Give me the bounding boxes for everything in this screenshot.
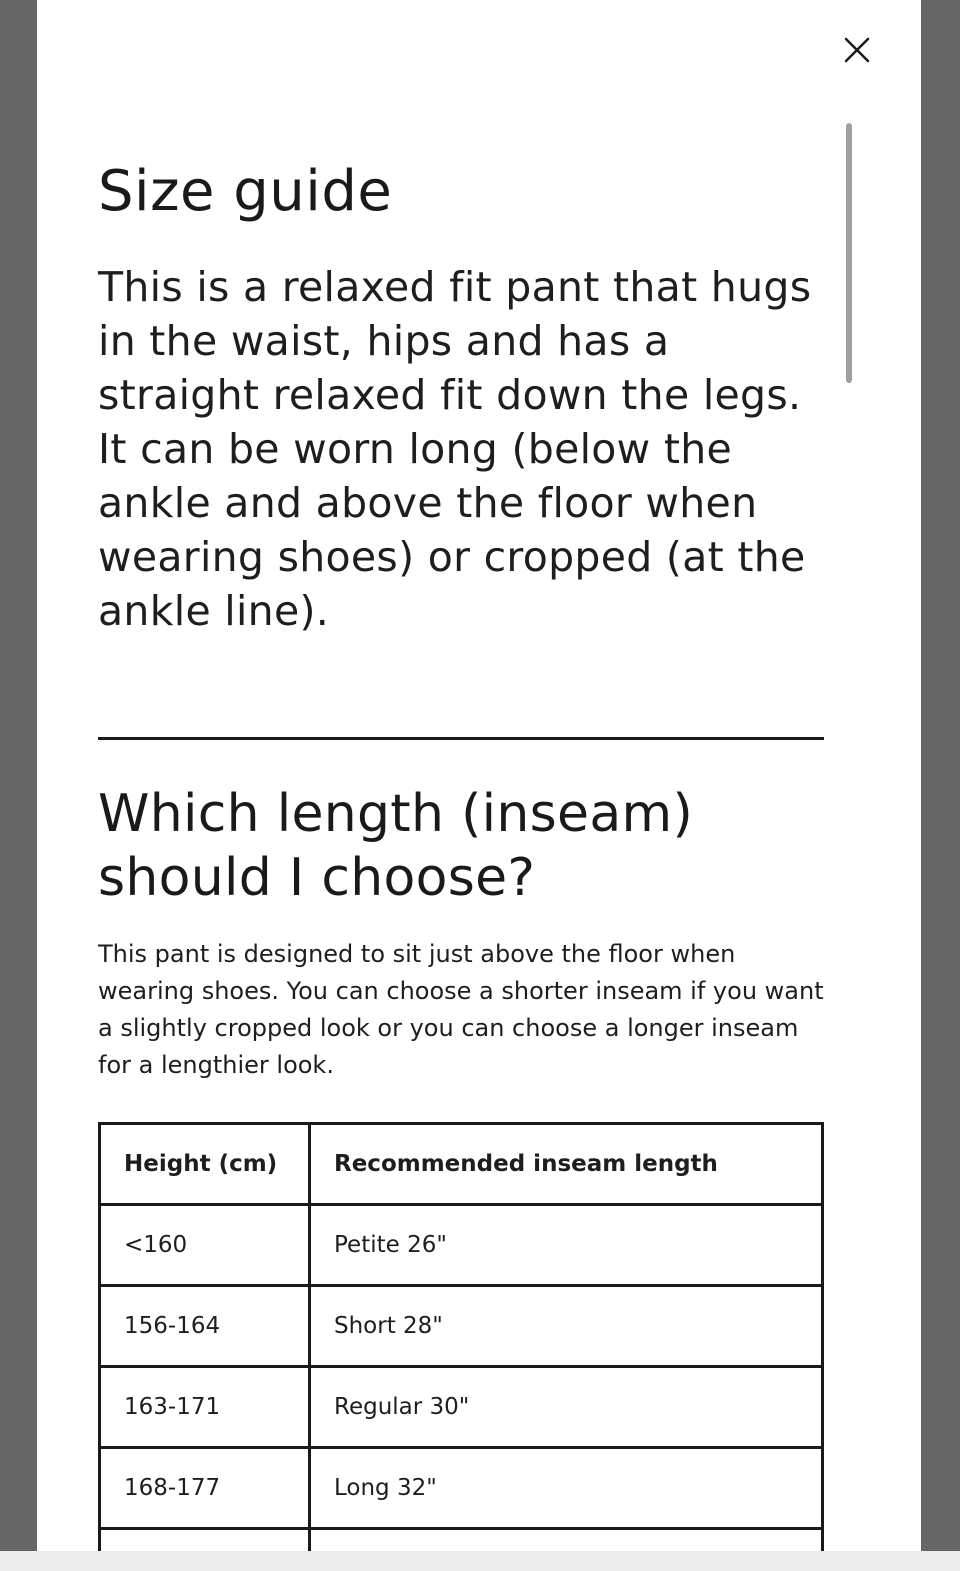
scrollbar-thumb[interactable] [846,123,852,383]
length-section-title: Which length (inseam) should I choose? [98,784,694,908]
inseam-cell: Short 28" [310,1286,823,1367]
inseam-cell: Regular 30" [310,1367,823,1448]
close-button[interactable] [840,33,874,67]
height-cell: 156-164 [100,1286,310,1367]
column-header-height: Height (cm) [100,1124,310,1205]
close-icon [840,33,874,67]
length-section-description: This pant is designed to sit just above the floor when wearing shoes. You can choose a shorter inseam if you want a slightly cropped look or you can choose a longer inseam for a lengthier look. [98,940,824,1079]
inseam-cell: Petite 26" [310,1205,823,1286]
column-header-inseam: Recommended inseam length [310,1124,823,1205]
page-bottom-bar [0,1551,960,1571]
height-cell: 163-171 [100,1367,310,1448]
height-cell: 168-177 [100,1448,310,1529]
table-row [100,1529,823,1552]
inseam-cell [310,1529,823,1552]
section-divider [98,737,824,740]
inseam-table [98,1122,824,1551]
height-cell: <160 [100,1205,310,1286]
table-row [100,1205,823,1286]
table-row [100,1286,823,1367]
size-guide-modal [37,0,921,1551]
inseam-cell: Long 32" [310,1448,823,1529]
modal-title: Size guide [98,159,393,224]
table-header-row [100,1124,823,1205]
table-row [100,1448,823,1529]
table-row [100,1367,823,1448]
height-cell [100,1529,310,1552]
fit-description: This is a relaxed fit pant that hugs in the waist, hips and has a straight relaxed fit down the legs. It can be worn long (below the ankle and above the floor when wearing shoes) or cropped (at the ankle line). [98,263,812,635]
